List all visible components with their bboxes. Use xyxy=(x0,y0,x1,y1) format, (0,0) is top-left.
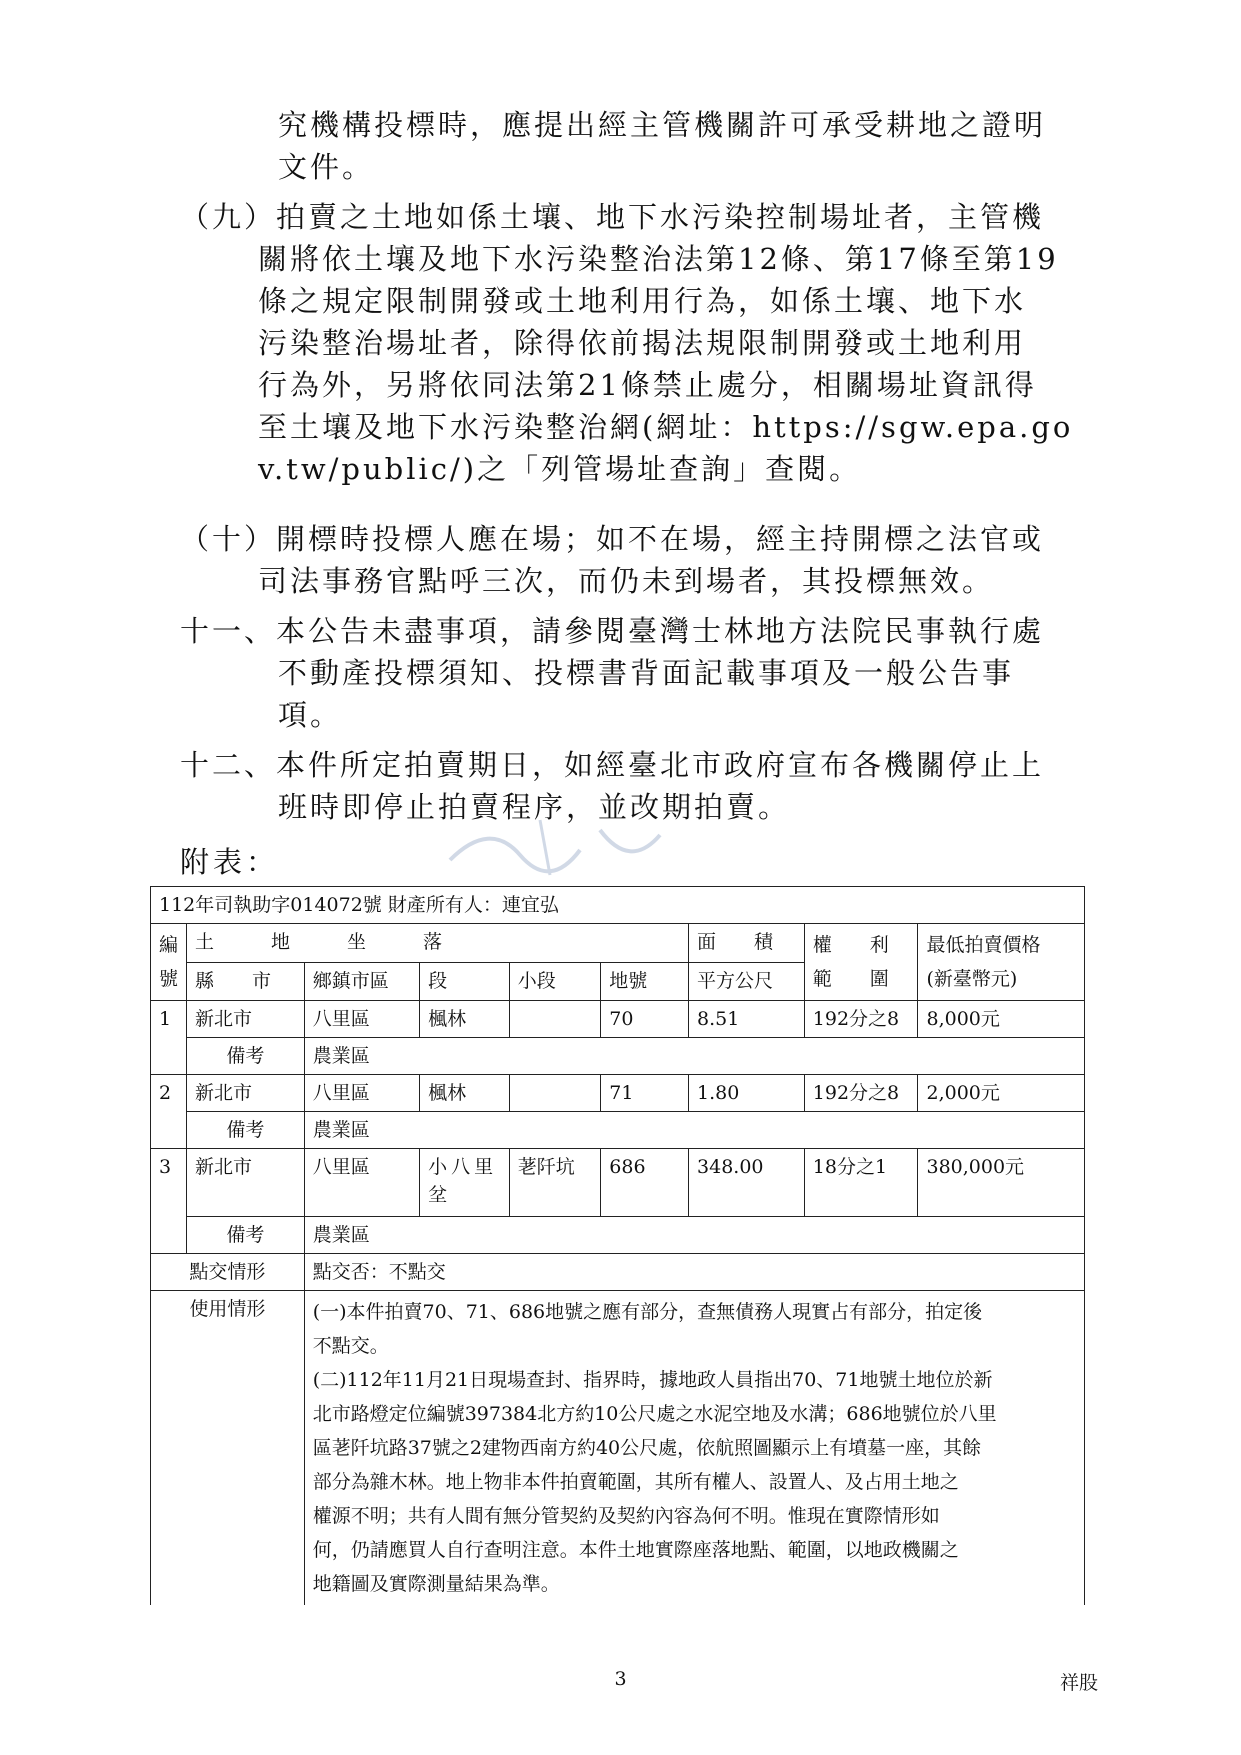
paragraph-item-11 xyxy=(180,610,1044,736)
remark-value: 農業區 xyxy=(304,1217,1084,1254)
text-line: 至土壤及地下水污染整治網(網址：https://sgw.epa.go xyxy=(258,410,1074,444)
sub-town-header: 鄉鎮市區 xyxy=(304,962,419,1001)
section-cell: 楓林 xyxy=(420,1001,510,1038)
case-header: 112年司執助字014072號 財產所有人：連宜弘 xyxy=(151,887,1085,924)
text-line: v.tw/public/)之「列管場址查詢」查閱。 xyxy=(258,452,862,486)
text-line: 十一、本公告未盡事項，請參閱臺灣士林地方法院民事執行處 xyxy=(180,614,1045,648)
col-number-header: 編號 xyxy=(151,924,187,1001)
paragraph-continuation xyxy=(278,104,1046,188)
auction-property-table xyxy=(150,886,1085,1605)
table-row xyxy=(151,1001,1085,1038)
text-line: 究機構投標時，應提出經主管機關許可承受耕地之證明 xyxy=(278,108,1047,142)
usage-line: 北市路燈定位編號397384北方約10公尺處之水泥空地及水溝；686地號位於八里 xyxy=(312,1403,997,1425)
text-line: 污染整治場址者，除得依前揭法規限制開發或土地利用 xyxy=(258,326,1027,360)
handover-row xyxy=(151,1254,1085,1291)
town-cell: 八里區 xyxy=(304,1001,419,1038)
rights-cell: 18分之1 xyxy=(804,1149,918,1217)
remark-value: 農業區 xyxy=(304,1038,1084,1075)
sub-county-header: 縣 市 xyxy=(187,962,305,1001)
remark-row xyxy=(151,1217,1085,1254)
remark-value: 農業區 xyxy=(304,1112,1084,1149)
usage-line: 何，仍請應買人自行查明注意。本件土地實際座落地點、範圍，以地政機關之 xyxy=(312,1539,959,1561)
area-cell: 348.00 xyxy=(689,1149,805,1217)
handover-value: 點交否：不點交 xyxy=(304,1254,1084,1291)
paragraph-item-10 xyxy=(180,518,1044,602)
text-line: （十）開標時投標人應在場；如不在場，經主持開標之法官或 xyxy=(180,522,1045,556)
table-row xyxy=(151,1075,1085,1112)
area-cell: 8.51 xyxy=(689,1001,805,1038)
area-cell: 1.80 xyxy=(689,1075,805,1112)
county-cell: 新北市 xyxy=(187,1149,305,1217)
remark-label: 備考 xyxy=(187,1217,305,1254)
price-cell: 8,000元 xyxy=(918,1001,1085,1038)
col-area-header: 面 積 xyxy=(689,924,805,963)
page-number: 3 xyxy=(614,1668,627,1690)
usage-line: 部分為雜木林。地上物非本件拍賣範圍，其所有權人、設置人、及占用土地之 xyxy=(312,1471,959,1493)
county-cell: 新北市 xyxy=(187,1075,305,1112)
sub-subsection-header: 小段 xyxy=(509,962,601,1001)
text-line: 條之規定限制開發或土地利用行為，如係土壤、地下水 xyxy=(258,284,1027,318)
subsection-cell: 荖阡坑 xyxy=(509,1149,601,1217)
text-line: 文件。 xyxy=(278,150,375,184)
usage-label: 使用情形 xyxy=(151,1291,305,1606)
remark-label: 備考 xyxy=(187,1038,305,1075)
rights-cell: 192分之8 xyxy=(804,1075,918,1112)
price-cell: 380,000元 xyxy=(918,1149,1085,1217)
text-line: 行為外，另將依同法第21條禁止處分，相關場址資訊得 xyxy=(258,368,1037,402)
paragraph-item-9 xyxy=(180,196,1073,490)
lot-cell: 686 xyxy=(601,1149,689,1217)
text-line: （九）拍賣之土地如係土壤、地下水污染控制場址者，主管機 xyxy=(180,200,1045,234)
text-line: 司法事務官點呼三次，而仍未到場者，其投標無效。 xyxy=(258,564,995,598)
text-line: 項。 xyxy=(278,698,343,732)
town-cell: 八里區 xyxy=(304,1075,419,1112)
usage-line: (一)本件拍賣70、71、686地號之應有部分，查無債務人現實占有部分，拍定後 xyxy=(312,1301,983,1323)
usage-line: 不點交。 xyxy=(312,1335,389,1357)
sub-lot-header: 地號 xyxy=(601,962,689,1001)
lot-cell: 71 xyxy=(601,1075,689,1112)
text-line: 十二、本件所定拍賣期日，如經臺北市政府宣布各機關停止上 xyxy=(180,748,1045,782)
remark-row xyxy=(151,1038,1085,1075)
usage-line: 權源不明；共有人間有無分管契約及契約內容為何不明。惟現在實際情形如 xyxy=(312,1505,940,1527)
appendix-label: 附表： xyxy=(180,845,280,879)
table-row xyxy=(151,1149,1085,1217)
town-cell: 八里區 xyxy=(304,1149,419,1217)
county-cell: 新北市 xyxy=(187,1001,305,1038)
sub-section-header: 段 xyxy=(420,962,510,1001)
rights-cell: 192分之8 xyxy=(804,1001,918,1038)
section-cell: 小八里坌 xyxy=(420,1149,510,1217)
lot-cell: 70 xyxy=(601,1001,689,1038)
sub-unit-header: 平方公尺 xyxy=(689,962,805,1001)
department-initials: 祥股 xyxy=(1060,1672,1099,1694)
row-number: 2 xyxy=(151,1075,187,1149)
row-number: 1 xyxy=(151,1001,187,1075)
col-rights-header: 權 利 範 圍 xyxy=(804,924,918,1001)
remark-label: 備考 xyxy=(187,1112,305,1149)
usage-value xyxy=(304,1291,1084,1606)
subsection-cell xyxy=(509,1075,601,1112)
col-price-header: 最低拍賣價格 (新臺幣元) xyxy=(918,924,1085,1001)
usage-line: (二)112年11月21日現場查封、指界時，據地政人員指出70、71地號土地位於新 xyxy=(312,1369,993,1391)
usage-line: 區荖阡坑路37號之2建物西南方約40公尺處，依航照圖顯示上有墳墓一座，其餘 xyxy=(312,1437,982,1459)
usage-line: 地籍圖及實際測量結果為準。 xyxy=(312,1573,560,1595)
text-line: 班時即停止拍賣程序，並改期拍賣。 xyxy=(278,790,791,824)
stamp-smudge-icon xyxy=(430,800,690,890)
usage-row xyxy=(151,1291,1085,1606)
remark-row xyxy=(151,1112,1085,1149)
subsection-cell xyxy=(509,1001,601,1038)
text-line: 不動產投標須知、投標書背面記載事項及一般公告事 xyxy=(278,656,1015,690)
row-number: 3 xyxy=(151,1149,187,1254)
text-line: 關將依土壤及地下水污染整治法第12條、第17條至第19 xyxy=(258,242,1059,276)
handover-label: 點交情形 xyxy=(151,1254,305,1291)
section-cell: 楓林 xyxy=(420,1075,510,1112)
col-location-header: 土 地 坐 落 xyxy=(187,924,689,963)
price-cell: 2,000元 xyxy=(918,1075,1085,1112)
